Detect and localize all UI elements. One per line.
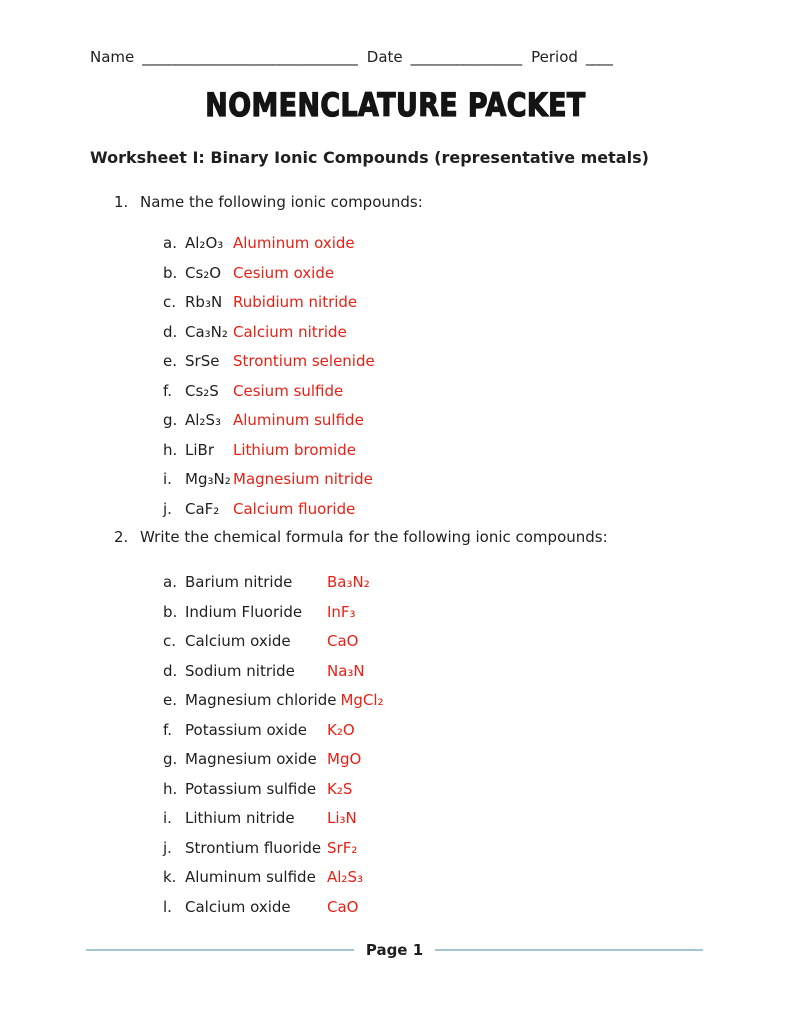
name-blank-line: _________________________________: [142, 48, 357, 66]
compound-row: [163, 410, 791, 430]
compound-formula-answer: Al₂S₃: [327, 868, 363, 887]
compound-row: [163, 631, 791, 651]
page-number-label: Page 1: [365, 940, 424, 959]
footer-rule-left: [86, 949, 354, 951]
compound-formula-answer: K₂S: [327, 779, 353, 798]
compound-name: Strontium fluoride: [185, 838, 322, 857]
compound-formula-answer: SrF₂: [327, 838, 358, 857]
compound-formula-answer: MgO: [327, 750, 362, 769]
item-letter: h.: [163, 779, 178, 798]
period-blank-line: ____: [585, 48, 612, 66]
compound-name: Barium nitride: [185, 573, 293, 592]
compound-name-answer: Cesium sulfide: [233, 381, 344, 400]
compound-row: [163, 440, 791, 460]
item-letter: h.: [163, 440, 178, 459]
item-letter: d.: [163, 322, 178, 341]
compound-formula: Mg₃N₂: [185, 470, 231, 489]
compound-row: [163, 572, 791, 592]
page-footer: [86, 941, 703, 959]
compound-formula: SrSe: [185, 352, 220, 371]
compound-row: [163, 897, 791, 917]
question-2-prompt: Write the chemical formula for the following ionic compounds:: [140, 528, 608, 547]
question-1-prompt: Name the following ionic compounds:: [140, 193, 423, 212]
compound-row: [163, 499, 791, 519]
item-letter: d.: [163, 661, 178, 680]
compound-row: [163, 351, 791, 371]
compound-formula: CaF₂: [185, 499, 220, 518]
compound-row: [163, 779, 791, 799]
item-letter: b.: [163, 602, 178, 621]
compound-name-answer: Strontium selenide: [233, 352, 375, 371]
compound-row: [163, 233, 791, 253]
compound-formula-answer: K₂O: [327, 720, 355, 739]
compound-formula: Al₂S₃: [185, 411, 221, 430]
compound-row: [163, 838, 791, 858]
name-label: Name: [90, 48, 135, 66]
compound-formula-answer: Na₃N: [327, 661, 365, 680]
item-letter: f.: [163, 381, 172, 400]
compound-formula: Al₂O₃: [185, 234, 224, 253]
compound-name-answer: Rubidium nitride: [233, 293, 358, 312]
item-letter: b.: [163, 263, 178, 282]
compound-name: Sodium nitride: [185, 661, 295, 680]
date-label: Date: [366, 48, 403, 66]
compound-name: Calcium oxide: [185, 897, 291, 916]
item-letter: g.: [163, 411, 178, 430]
compound-formula-answer: Li₃N: [327, 809, 357, 828]
compound-formula: Cs₂S: [185, 381, 219, 400]
item-letter: a.: [163, 234, 177, 253]
compound-formula-answer: CaO: [327, 632, 359, 651]
compound-name-answer: Magnesium nitride: [233, 470, 373, 489]
compound-row: [163, 808, 791, 828]
item-letter: c.: [163, 293, 177, 312]
compound-name-answer: Cesium oxide: [233, 263, 335, 282]
compound-formula: Rb₃N: [185, 293, 223, 312]
compound-name: Calcium oxide: [185, 632, 291, 651]
compound-row: [163, 263, 791, 283]
compound-name: Magnesium chloride: [185, 691, 337, 710]
worksheet-heading: Worksheet I: Binary Ionic Compounds (representative metals): [90, 148, 649, 168]
compound-row: [163, 292, 791, 312]
item-letter: f.: [163, 720, 172, 739]
period-label: Period: [531, 48, 578, 66]
compound-name: Potassium oxide: [185, 720, 307, 739]
date-blank-line: _________________: [410, 48, 522, 66]
compound-row: [163, 720, 791, 740]
compound-formula-answer: InF₃: [327, 602, 356, 621]
compound-row: [163, 322, 791, 342]
compound-name: Aluminum sulfide: [185, 868, 316, 887]
item-letter: i.: [163, 470, 172, 489]
compound-name-answer: Lithium bromide: [233, 440, 357, 459]
compound-name-answer: Aluminum oxide: [233, 234, 355, 253]
question-2-prompt-row: [114, 528, 791, 546]
question-1-prompt-row: [114, 193, 791, 211]
footer-rule-right: [435, 949, 703, 951]
item-letter: a.: [163, 573, 177, 592]
compound-name: Potassium sulfide: [185, 779, 317, 798]
item-letter: i.: [163, 809, 172, 828]
item-letter: g.: [163, 750, 178, 769]
question-2-number: 2.: [114, 528, 129, 547]
compound-formula-answer: CaO: [327, 897, 359, 916]
item-letter: e.: [163, 691, 177, 710]
compound-name: Lithium nitride: [185, 809, 295, 828]
page-title: NOMENCLATURE PACKET: [205, 86, 586, 124]
compound-name: Indium Fluoride: [185, 602, 303, 621]
compound-row: [163, 381, 791, 401]
compound-formula-answer: Ba₃N₂: [327, 573, 370, 592]
compound-row: [163, 469, 791, 489]
item-letter: e.: [163, 352, 177, 371]
compound-row: [163, 749, 791, 769]
item-letter: j.: [163, 499, 172, 518]
compound-name: Magnesium oxide: [185, 750, 317, 769]
compound-name-answer: Calcium fluoride: [233, 499, 356, 518]
question-1-number: 1.: [114, 193, 129, 212]
item-letter: c.: [163, 632, 177, 651]
item-letter: l.: [163, 897, 172, 916]
header-row: [0, 0, 791, 66]
compound-formula: LiBr: [185, 440, 214, 459]
compound-row: [163, 602, 791, 622]
compound-row: [163, 661, 791, 681]
item-letter: j.: [163, 838, 172, 857]
compound-name-answer: Calcium nitride: [233, 322, 347, 341]
compound-name-answer: Aluminum sulfide: [233, 411, 364, 430]
question-1-items: [163, 233, 791, 519]
compound-formula: Cs₂O: [185, 263, 222, 282]
compound-row: [163, 867, 791, 887]
item-letter: k.: [163, 868, 177, 887]
compound-formula: Ca₃N₂: [185, 322, 228, 341]
compound-formula-answer: MgCl₂: [340, 691, 384, 710]
question-2-items: [163, 572, 791, 917]
compound-row: [163, 690, 791, 710]
